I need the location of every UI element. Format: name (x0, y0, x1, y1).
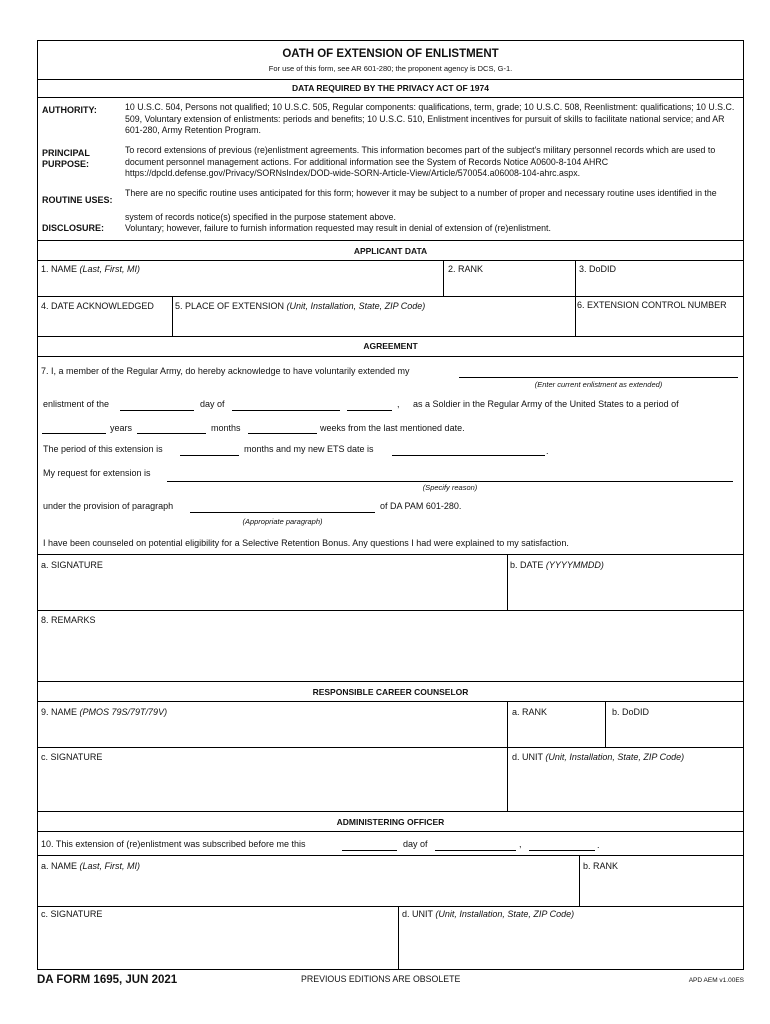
period-years-field[interactable] (42, 433, 106, 434)
applicant-signature-field[interactable] (38, 572, 506, 608)
applicant-date-label: b. DATE (YYYYMMDD) (510, 560, 604, 570)
enlistment-day-field[interactable] (120, 410, 194, 411)
divider (37, 79, 744, 80)
counselor-unit-label: d. UNIT (Unit, Installation, State, ZIP Code) (512, 752, 685, 762)
divider (37, 855, 744, 856)
agreement-line-1: 7. I, a member of the Regular Army, do hereby acknowledge to have voluntarily extended my (41, 366, 410, 376)
remarks-label: 8. REMARKS (41, 615, 96, 625)
divider (37, 831, 744, 832)
privacy-title: DATA REQUIRED BY THE PRIVACY ACT OF 1974 (292, 83, 489, 93)
counselor-signature-label: c. SIGNATURE (41, 752, 103, 762)
routine-uses-label: ROUTINE USES: (42, 195, 113, 205)
authority-text: 10 U.S.C. 504, Persons not qualified; 10 U.S.C. 505, Regular components: qualifications, term, grade; 10 U.S.C. 508, Reenlistment: qualifications; 10 U.S.C. 509, Voluntary extension of enlistments: periods and benefits; 10 U.S.C. 510, Enlistment incentives for pursuit of skills to facilitate national service; and AR 601-280, Army Retention Program. (125, 102, 735, 135)
previous-editions-notice: PREVIOUS EDITIONS ARE OBSOLETE (301, 974, 461, 984)
counselor-dodid-label: b. DoDID (612, 707, 650, 717)
period-text: . (546, 446, 549, 456)
enlistment-month-field[interactable] (232, 410, 340, 411)
divider (37, 747, 744, 748)
applicant-title: APPLICANT DATA (353, 246, 428, 256)
officer-rank-field[interactable] (580, 873, 742, 903)
officer-signature-label: c. SIGNATURE (41, 909, 103, 919)
officer-day-of-text: day of (403, 839, 428, 849)
place-of-extension-label: 5. PLACE OF EXTENSION (Unit, Installation, State, ZIP Code) (175, 301, 426, 311)
routine-uses-text: There are no specific routine uses anticipated for this form; however it may be subject to a number of proper and necessary routine uses identified in the (125, 188, 717, 198)
counseled-statement: I have been counseled on potential eligibility for a Selective Retention Bonus. Any questions I had were explained to my satisfaction. (43, 538, 569, 548)
extension-reason-field[interactable] (167, 481, 733, 482)
months-text: months (211, 423, 241, 433)
divider (37, 356, 744, 357)
officer-period-text: . (597, 840, 600, 850)
new-ets-date-field[interactable] (392, 455, 545, 456)
place-of-extension-field[interactable] (173, 312, 573, 334)
divider (37, 701, 744, 702)
officer-name-field[interactable] (38, 873, 578, 903)
counselor-unit-field[interactable] (508, 764, 742, 808)
counselor-title: RESPONSIBLE CAREER COUNSELOR (312, 687, 469, 697)
divider (37, 240, 744, 241)
divider (37, 906, 744, 907)
divider (37, 336, 744, 337)
purpose-label-2: PURPOSE: (42, 159, 90, 169)
divider (37, 296, 744, 297)
subscribed-day-field[interactable] (342, 850, 397, 851)
comma-text: , (397, 399, 400, 409)
divider (37, 610, 744, 611)
officer-name-label: a. NAME (Last, First, MI) (41, 861, 141, 871)
enlistment-hint: (Enter current enlistment as extended) (534, 380, 663, 389)
date-acknowledged-field[interactable] (38, 312, 171, 334)
counselor-rank-field[interactable] (508, 719, 604, 745)
routine-uses-text-2: system of records notice(s) specified in the purpose statement above. (125, 212, 396, 222)
applicant-rank-field[interactable] (444, 275, 574, 295)
day-of-text: day of (200, 399, 225, 409)
counselor-rank-label: a. RANK (512, 707, 548, 717)
divider (37, 260, 744, 261)
agreement-title: AGREEMENT (363, 341, 418, 351)
form-subtitle: For use of this form, see AR 601-280; the proponent agency is DCS, G-1. (268, 64, 513, 73)
counselor-name-field[interactable] (38, 719, 506, 745)
form-number: DA FORM 1695, JUN 2021 (37, 974, 178, 986)
officer-signature-field[interactable] (38, 921, 396, 967)
applicant-signature-label: a. SIGNATURE (41, 560, 103, 570)
rank-label: 2. RANK (448, 264, 484, 274)
counselor-signature-field[interactable] (38, 764, 506, 808)
period-months-field[interactable] (137, 433, 206, 434)
applicant-name-field[interactable] (38, 275, 442, 295)
authority-label: AUTHORITY: (42, 105, 97, 115)
under-provision-text: under the provision of paragraph (43, 501, 174, 511)
months-ets-text: months and my new ETS date is (244, 444, 374, 454)
applicant-date-field[interactable] (508, 572, 742, 608)
disclosure-text: Voluntary; however, failure to furnish information requested may result in denial of extension of (re)enlistment. (125, 223, 551, 233)
as-soldier-text: as a Soldier in the Regular Army of the United States to a period of (413, 399, 679, 409)
years-text: years (110, 423, 133, 433)
weeks-from-text: weeks from the last mentioned date. (320, 423, 465, 433)
applicant-dodid-field[interactable] (576, 275, 742, 295)
divider (37, 97, 744, 98)
enlistment-of-the-text: enlistment of the (43, 399, 110, 409)
disclosure-label: DISCLOSURE: (42, 223, 105, 233)
period-weeks-field[interactable] (248, 433, 317, 434)
purpose-text: To record extensions of previous (re)enlistment agreements. This information becomes part of the subject's military personnel records which are used to document personnel management actions. For additional information see the System of Records Notice A0600-8-104 AHRC https://dpcld.defense.gov/Privacy/SORNsIndex/DOD-wide-SORN-Article-View/Article/570054.a06008-104-ahrc.aspx. (125, 145, 716, 178)
extension-control-number-label: 6. EXTENSION CONTROL NUMBER (577, 300, 727, 310)
dodid-label: 3. DoDID (579, 264, 617, 274)
remarks-field[interactable] (38, 627, 742, 679)
paragraph-hint: (Appropriate paragraph) (242, 517, 323, 526)
counselor-dodid-field[interactable] (606, 719, 742, 745)
form-title: OATH OF EXTENSION OF ENLISTMENT (282, 48, 499, 60)
officer-comma-text: , (519, 839, 522, 849)
period-of-extension-text: The period of this extension is (43, 444, 163, 454)
current-enlistment-field[interactable] (459, 377, 738, 378)
subscribed-statement: 10. This extension of (re)enlistment was subscribed before me this (41, 839, 306, 849)
name-label: 1. NAME (Last, First, MI) (41, 264, 141, 274)
divider (37, 554, 744, 555)
subscribed-month-field[interactable] (435, 850, 516, 851)
officer-unit-field[interactable] (399, 921, 742, 967)
paragraph-field[interactable] (190, 512, 375, 513)
date-acknowledged-label: 4. DATE ACKNOWLEDGED (41, 301, 154, 311)
enlistment-year-field[interactable] (347, 410, 392, 411)
reason-hint: (Specify reason) (422, 483, 478, 492)
version-label: APD AEM v1.00ES (688, 977, 744, 984)
purpose-label-1: PRINCIPAL (42, 148, 90, 158)
extension-control-number-field[interactable] (576, 312, 742, 334)
officer-title: ADMINISTERING OFFICER (336, 817, 445, 827)
divider (37, 681, 744, 682)
officer-rank-label: b. RANK (583, 861, 619, 871)
divider (37, 811, 744, 812)
of-da-pam-text: of DA PAM 601-280. (380, 501, 462, 511)
officer-unit-label: d. UNIT (Unit, Installation, State, ZIP Code) (402, 909, 575, 919)
counselor-name-label: 9. NAME (PMOS 79S/79T/79V) (41, 707, 168, 717)
extension-months-field[interactable] (180, 455, 239, 456)
request-for-extension-text: My request for extension is (43, 468, 151, 478)
subscribed-year-field[interactable] (529, 850, 595, 851)
